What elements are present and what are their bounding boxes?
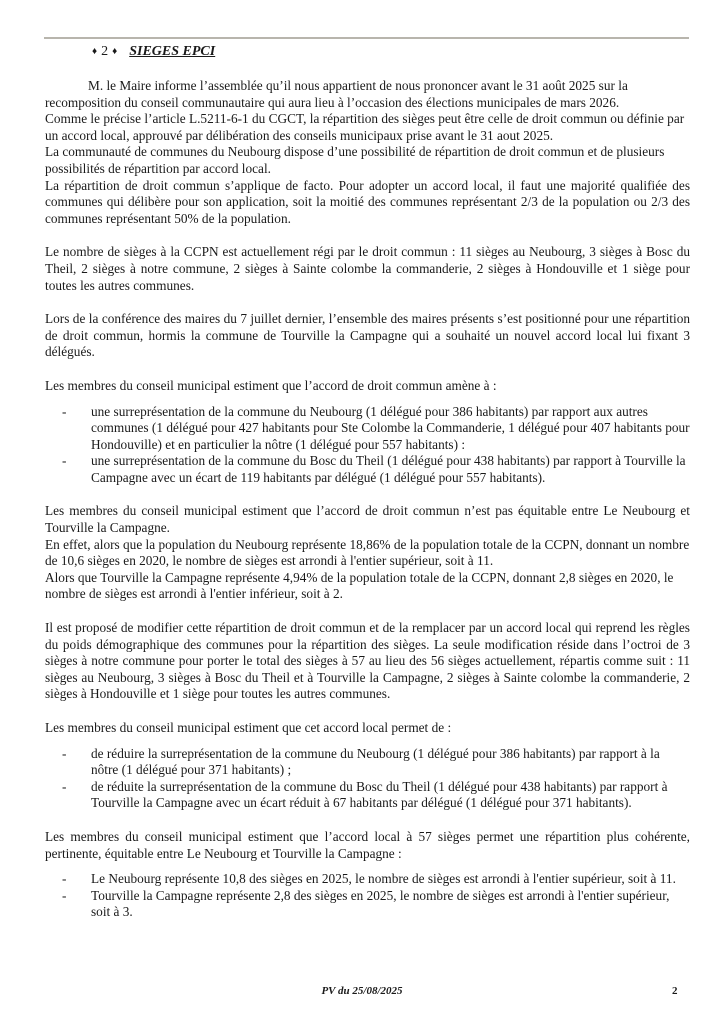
section-heading <box>88 42 690 62</box>
list-item: - Tourville la Campagne représente 2,8 des sièges en 2025, le nombre de sièges est arrondi à l'entier supérieur, soit à 3. <box>62 887 670 920</box>
dash-marker: - <box>62 778 67 794</box>
list-item: - une surreprésentation de la commune du Neubourg (1 délégué pour 386 habitants) par rapport aux autres communes (1 délégué pour 427 habitants pour Ste Colombe la Commanderie, 1 délégué pour 407 habitants pour Hondouville) et en particulier la nôtre (1 délégué pour 557 habitants) : <box>62 403 690 452</box>
paragraph-not-equitable: Les membres du conseil municipal estiment que l’accord de droit commun n’est pas équitable entre Le Neubourg et Tourville la Campagne. <box>45 503 690 536</box>
footer-label: PV du 25/08/2025 <box>321 985 403 997</box>
paragraph-57-seats: Les membres du conseil municipal estiment que l’accord local à 57 sièges permet une répartition plus cohérente, pertinente, équitable entre Le Neubourg et Tourville la Campagne : <box>45 828 690 861</box>
paragraph-intro: M. le Maire informe l’assemblée qu’il nous appartient de nous prononcer avant le 31 août 2025 sur la recomposition du conseil communautaire qui aura lieu à l’occasion des élections municipales de mars 2026. <box>45 78 628 110</box>
list-item: - une surreprésentation de la commune du Bosc du Theil (1 délégué pour 438 habitants) par rapport à Tourville la Campagne avec un écart de 119 habitants par délégué (1 délégué pour 557 habitants). <box>62 453 686 485</box>
list-item: - de réduite la surreprésentation de la commune du Bosc du Theil (1 délégué pour 438 habitants) par rapport à Tourville la Campagne avec un écart réduit à 67 habitants par délégué (1 délégué pour 371 habitants). <box>62 778 668 811</box>
dash-marker: - <box>62 871 67 887</box>
paragraph-neubourg-share: En effet, alors que la population du Neubourg représente 18,86% de la population totale de la CCPN, donnant un nombre de 10,6 sièges en 2020, le nombre de sièges est arrondi à l'entier supérieur, soit à 11. <box>45 536 690 569</box>
paragraph-majority: La répartition de droit commun s’applique de facto. Pour adopter un accord local, il faut une majorité qualifiée des communes qui délibère pour son application, soit la moitié des communes représentant 2/3 de la population ou 2/3 des communes représentant 50% de la population. <box>45 177 690 226</box>
dash-marker: - <box>62 887 67 903</box>
page-number: 2 <box>672 985 678 997</box>
dash-marker: - <box>62 745 67 761</box>
paragraph-current-seats: Le nombre de sièges à la CCPN est actuellement régi par le droit commun : 11 sièges au Neubourg, 3 sièges à Bosc du Theil, 2 sièges à notre commune, 2 sièges à Sainte colombe la commanderie, 2 sièges à Hondouville et 1 siège pour toutes les autres communes. <box>45 244 690 293</box>
list-item: - de réduire la surreprésentation de la commune du Neubourg (1 délégué pour 386 habitants) par rapport à la nôtre (1 délégué pour 371 habitants) ; <box>62 745 660 778</box>
paragraph-proposal: Il est proposé de modifier cette répartition de droit commun et de la remplacer par un accord local qui reprend les règles du poids démographique des communes pour la répartition des sièges. La seule modification réside dans l’octroi de 3 sièges à notre commune pour porter le total des sièges à 57 au lieu des 56 sièges actuellement, répartis comme suit : 11 sièges au Neubourg, 3 sièges à Bosc du Theil et à Tourville la Campagne, 2 sièges à Sainte colombe la commanderie, 2 sièges à Hondouville et 1 siège pour toutes les autres communes. <box>45 620 690 702</box>
paragraph-ccpn-options: La communauté de communes du Neubourg dispose d’une possibilité de répartition de droit commun et de plusieurs possibilités de répartition par accord local. <box>45 144 665 176</box>
dash-marker: - <box>62 403 67 419</box>
diamond-bullet-icon: ♦ <box>92 45 98 57</box>
paragraph-tourville-share: Alors que Tourville la Campagne représente 4,94% de la population totale de la CCPN, donnant 2,8 sièges en 2020, le nombre de sièges est arrondi à l'entier inférieur, soit à 2. <box>45 569 674 602</box>
paragraph-local-accord-intro: Les membres du conseil municipal estiment que cet accord local permet de : <box>45 720 452 735</box>
header-rule <box>44 37 689 39</box>
paragraph-common-law-intro: Les membres du conseil municipal estiment que l’accord de droit commun amène à : <box>45 377 497 393</box>
document-body <box>45 40 690 921</box>
common-law-list <box>45 404 690 487</box>
paragraph-cgct: Comme le précise l’article L.5211-6-1 du CGCT, la répartition des sièges peut être celle de droit commun ou définie par un accord local, approuvé par délibération des conseils municipaux prise avant le 31 aout 2025. <box>45 111 685 143</box>
list-item: - Le Neubourg représente 10,8 des sièges en 2025, le nombre de sièges est arrondi à l'entier supérieur, soit à 11. <box>62 871 676 887</box>
diamond-bullet-icon: ♦ <box>112 45 118 57</box>
section-number: 2 <box>101 43 109 59</box>
local-accord-list <box>45 746 690 812</box>
paragraph-mayors-conference: Lors de la conférence des maires du 7 juillet dernier, l’ensemble des maires présents s’est positionné pour une répartition de droit commun, hormis la commune de Tourville la Campagne qui a souhaité un nouvel accord local lui fixant 3 délégués. <box>45 311 690 360</box>
section-title: SIEGES EPCI <box>129 43 216 59</box>
dash-marker: - <box>62 453 67 469</box>
seats-2025-list <box>45 871 690 921</box>
